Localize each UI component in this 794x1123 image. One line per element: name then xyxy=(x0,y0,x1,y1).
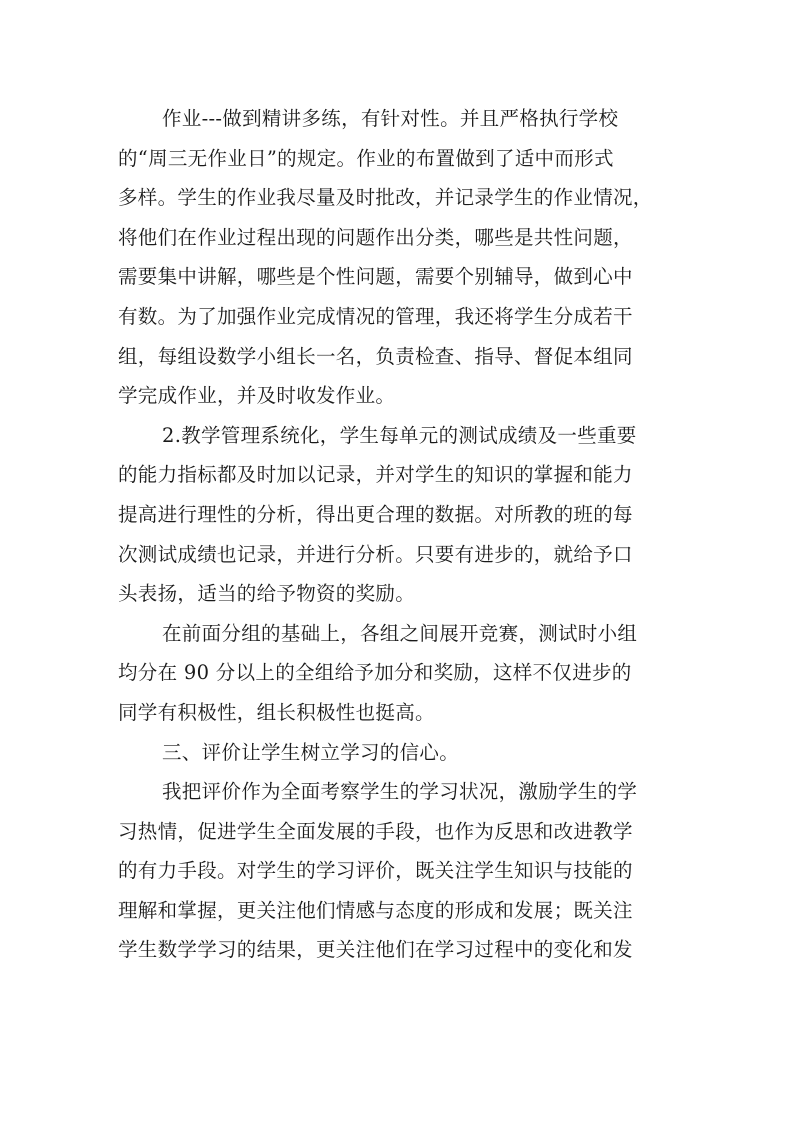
text-line: 2.教学管理系统化，学生每单元的测试成绩及一些重要 xyxy=(162,423,637,447)
text-line: 将他们在作业过程出现的问题作出分类，哪些是共性问题， xyxy=(118,225,633,249)
text-line: 我把评价作为全面考察学生的学习状况，激励学生的学 xyxy=(162,780,638,804)
text-line: 理解和掌握，更关注他们情感与态度的形成和发展；既关注 xyxy=(118,898,633,922)
paragraph-group-competition xyxy=(118,614,678,733)
text-line: 头表扬，适当的给予物资的奖励。 xyxy=(118,582,416,606)
text-line: 组，每组设数学小组长一名，负责检查、指导、督促本组同 xyxy=(118,344,633,368)
text-line: 在前面分组的基础上，各组之间展开竞赛，测试时小组 xyxy=(162,621,638,645)
paragraph-teaching-management xyxy=(118,416,678,614)
text-line: 的能力指标都及时加以记录，并对学生的知识的掌握和能力 xyxy=(118,463,633,487)
text-line: 需要集中讲解，哪些是个性问题，需要个别辅导，做到心中 xyxy=(118,265,633,289)
text-line: 学生数学学习的结果，更关注他们在学习过程中的变化和发 xyxy=(118,938,633,962)
text-line: 提高进行理性的分析，得出更合理的数据。对所教的班的每 xyxy=(118,502,633,526)
text-line: 有数。为了加强作业完成情况的管理，我还将学生分成若干 xyxy=(118,304,633,328)
paragraph-evaluation xyxy=(118,772,678,970)
text-line: 次测试成绩也记录，并进行分析。只要有进步的，就给予口 xyxy=(118,542,633,566)
text-line: 作业---做到精讲多练，有针对性。并且严格执行学校 xyxy=(162,107,619,130)
text-line: 学完成作业，并及时收发作业。 xyxy=(118,384,396,408)
text-line: 的有力手段。对学生的学习评价，既关注学生知识与技能的 xyxy=(118,859,633,883)
text-line: 同学有积极性，组长积极性也挺高。 xyxy=(118,700,435,724)
section-heading-evaluation xyxy=(118,733,678,773)
text-line: 均分在 90 分以上的全组给予加分和奖励，这样不仅进步的 xyxy=(118,661,632,685)
paragraph-homework xyxy=(118,99,678,416)
text-line: 的“周三无作业日”的规定。作业的布置做到了适中而形式 xyxy=(118,146,614,170)
document-page xyxy=(118,99,678,970)
section-heading: 三、评价让学生树立学习的信心。 xyxy=(162,740,460,764)
text-line: 多样。学生的作业我尽量及时批改，并记录学生的作业情况， xyxy=(118,186,653,210)
text-line: 习热情，促进学生全面发展的手段，也作为反思和改进教学 xyxy=(118,819,633,843)
